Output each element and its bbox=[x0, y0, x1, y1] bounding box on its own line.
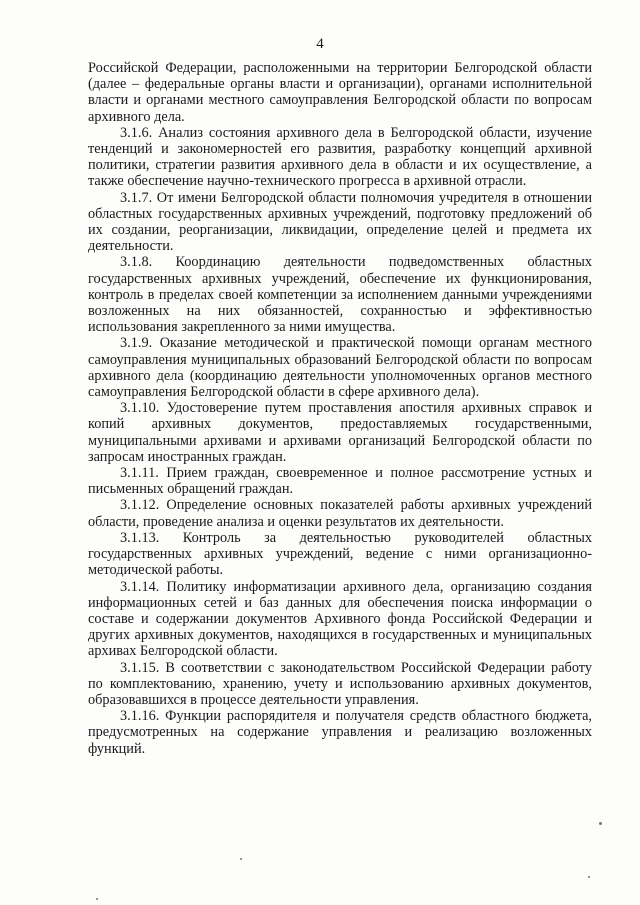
paragraph-continuation: Российской Федерации, расположенными на территории Белгородской области (далее – федеральные органы власти и организации), органами исполнительной власти и органами местного самоуправления Белгородской области по вопросам архивного дела. bbox=[88, 60, 592, 125]
clause-3-1-12: 3.1.12. Определение основных показателей работы архивных учреждений области, проведение анализа и оценки результатов их деятельности. bbox=[88, 497, 592, 530]
clause-3-1-15: 3.1.15. В соответствии с законодательством Российской Федерации работу по комплектованию, хранению, учету и использованию архивных документов, образовавшихся в процессе деятельности управления. bbox=[88, 659, 592, 708]
clause-3-1-7: 3.1.7. От имени Белгородской области полномочия учредителя в отношении областных государственных архивных учреждений, подготовку предложений об их создании, реорганизации, ликвидации, определение целей и предмета их деятельности. bbox=[88, 189, 592, 255]
page-number: 4 bbox=[316, 36, 324, 52]
clause-3-1-8: 3.1.8. Координацию деятельности подведомственных областных государственных архивных учреждений, обеспечение их функционирования, контроль в пределах своей компетенции за исполнением данными учреждениями возложенных на них обязанностей, сохранностью и эффективностью использования закрепленного за ними имущества. bbox=[88, 254, 592, 336]
clause-3-1-14: 3.1.14. Политику информатизации архивного дела, организацию создания информационных сетей и баз данных для обеспечения поиска информации о составе и содержании документов Архивного фонда Российской Федерации и других архивных документов, находящихся в государственных и муниципальных архивах Белгородской области. bbox=[88, 578, 592, 660]
clause-3-1-10: 3.1.10. Удостоверение путем проставления апостиля архивных справок и копий архивных документов, предоставляемых государственными, муниципальными архивами и архивами организаций Белгородской области по запросам иностранных граждан. bbox=[88, 400, 592, 465]
clause-3-1-6: 3.1.6. Анализ состояния архивного дела в Белгородской области, изучение тенденций и закономерностей его развития, разработку концепций архивной политики, стратегии развития архивного дела в области и их осуществление, а также обеспечение научно-технического прогресса в архивной отрасли. bbox=[88, 124, 592, 190]
document-body bbox=[88, 60, 592, 757]
scan-speck bbox=[240, 858, 242, 860]
scan-speck bbox=[599, 822, 602, 825]
scan-speck bbox=[588, 876, 590, 878]
clause-3-1-9: 3.1.9. Оказание методической и практической помощи органам местного самоуправления муниципальных образований Белгородской области по вопросам архивного дела (координацию деятельности уполномоченных органов местного самоуправления Белгородской области в сфере архивного дела). bbox=[88, 335, 592, 401]
clause-3-1-16: 3.1.16. Функции распорядителя и получателя средств областного бюджета, предусмотренных на содержание управления и реализацию возложенных функций. bbox=[88, 708, 592, 757]
clause-3-1-11: 3.1.11. Прием граждан, своевременное и полное рассмотрение устных и письменных обращений граждан. bbox=[88, 465, 592, 498]
clause-3-1-13: 3.1.13. Контроль за деятельностью руководителей областных государственных архивных учреждений, ведение с ними организационно-методической работы. bbox=[88, 529, 592, 579]
scan-speck bbox=[96, 898, 98, 900]
